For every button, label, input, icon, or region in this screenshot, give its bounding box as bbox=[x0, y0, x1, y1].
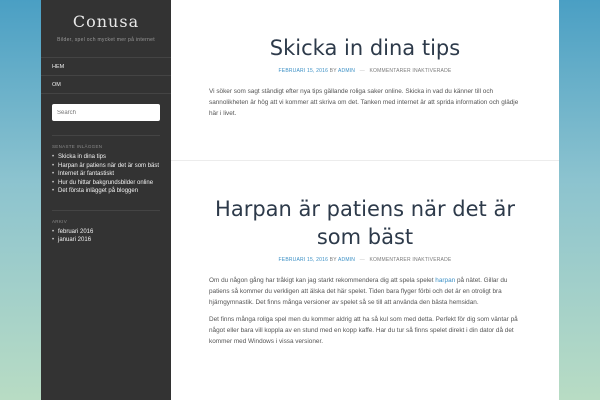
main-content bbox=[171, 0, 559, 400]
post-body bbox=[209, 86, 521, 119]
post-title[interactable]: Harpan är patiens när det är som bäst bbox=[215, 197, 515, 249]
meta-separator: — bbox=[359, 68, 365, 74]
post-title[interactable]: Skicka in dina tips bbox=[269, 36, 461, 60]
post-date[interactable]: FEBRUARI 15, 2016 bbox=[278, 68, 329, 74]
menu-item-om[interactable]: OM bbox=[41, 76, 171, 94]
main-menu bbox=[41, 57, 171, 94]
post-comments-status: KOMMENTARER INAKTIVERADE bbox=[369, 257, 452, 263]
post-author[interactable]: ADMIN bbox=[337, 257, 356, 263]
post-paragraph: Det finns många roliga spel men du kommer aldrig att ha så kul som med detta. Perfekt för dig som väntar på något eller bara vill koppla av en stund med en kopp kaffe. Har du tur så finns spelet direkt i din dator då det kommer med Windows i vissa versioner. bbox=[209, 316, 518, 345]
harpan-link[interactable]: harpan bbox=[435, 277, 456, 284]
post-meta bbox=[209, 257, 521, 263]
post-meta bbox=[209, 68, 521, 74]
recent-post-link[interactable]: • Hur du hittar bakgrundsbilder online bbox=[52, 179, 160, 188]
recent-post-link[interactable]: • Harpan är patiens när det är som bäst bbox=[52, 162, 160, 171]
post bbox=[171, 0, 559, 160]
recent-post-link[interactable]: • Skicka in dina tips bbox=[52, 153, 160, 162]
post-by: BY bbox=[329, 257, 337, 263]
menu-item-hem[interactable]: HEM bbox=[41, 58, 171, 76]
archive-link[interactable]: • januari 2016 bbox=[52, 236, 160, 245]
paragraph-text: Om du någon gång har tråkigt kan jag starkt rekommendera dig att spela spelet bbox=[209, 277, 436, 284]
recent-post-link[interactable]: • Det första inlägget på bloggen bbox=[52, 187, 160, 196]
post-author[interactable]: ADMIN bbox=[337, 68, 356, 74]
archive-link[interactable]: • februari 2016 bbox=[52, 228, 160, 237]
paragraph-text: på nätet. Gillar du patiens så kommer du verkligen att älska det här spelet. Tiden bara flyger förbi och det är en otroligt bra hjärngymnastik. Det finns många versioner av spelet så se till att använda den bästa hemsidan. bbox=[209, 277, 508, 306]
recent-posts-title: SENASTE INLÄGGEN bbox=[52, 144, 103, 149]
post-date[interactable]: FEBRUARI 15, 2016 bbox=[278, 257, 329, 263]
archive-title: ARKIV bbox=[52, 218, 68, 224]
post-paragraph bbox=[209, 275, 521, 308]
post bbox=[171, 161, 559, 347]
site-title[interactable]: Conusa bbox=[72, 12, 140, 31]
post-body bbox=[209, 275, 521, 347]
meta-separator: — bbox=[359, 257, 365, 263]
site-description: Bilder, spel och mycket mer på internet bbox=[57, 37, 155, 43]
recent-posts-widget bbox=[52, 135, 160, 196]
archive-widget bbox=[52, 210, 160, 245]
post-paragraph: Vi söker som sagt ständigt efter nya tips gällande roliga saker online. Skicka in vad du känner till och sannolikheten är hög att vi kommer att skriva om det. Tanken med internet är att sprida information och glädje här i livet. bbox=[209, 88, 519, 117]
post-by: BY bbox=[329, 68, 337, 74]
post-comments-status: KOMMENTARER INAKTIVERADE bbox=[369, 68, 452, 74]
sidebar bbox=[41, 0, 171, 400]
search-input[interactable] bbox=[52, 104, 160, 121]
recent-post-link[interactable]: • Internet är fantastiskt bbox=[52, 170, 160, 179]
